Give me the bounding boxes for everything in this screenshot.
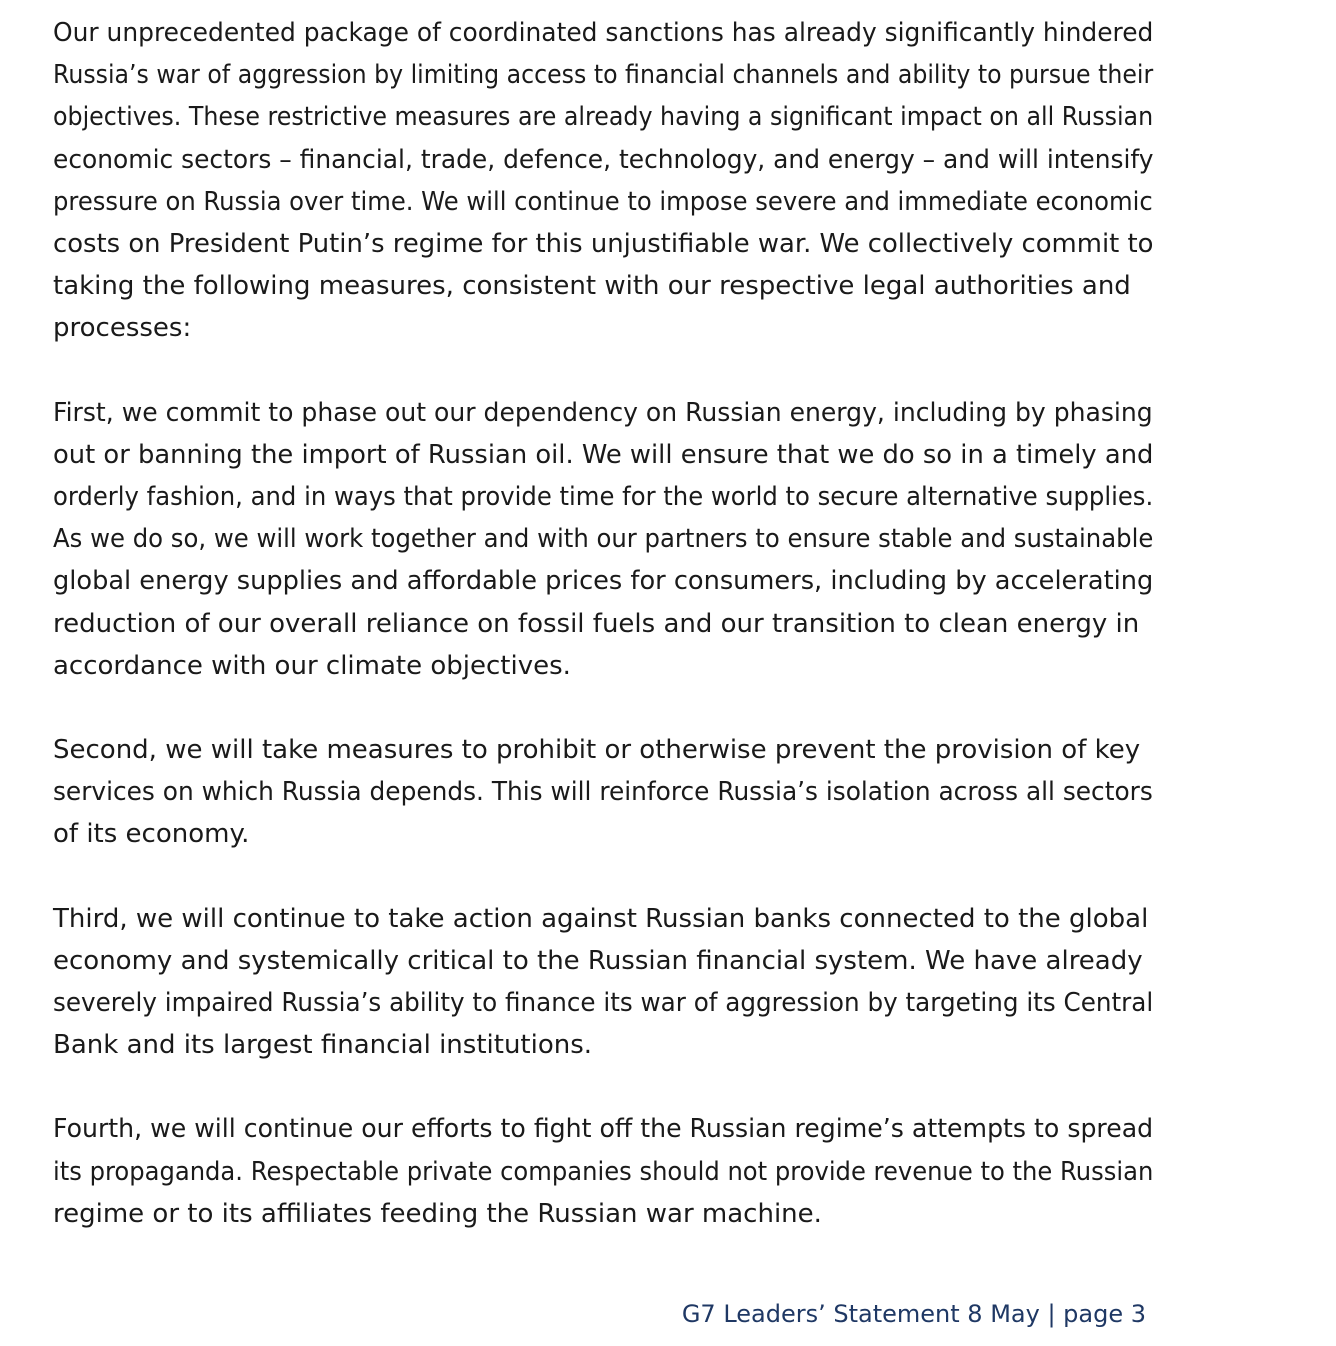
text-line: economic sectors – financial, trade, defence, technology, and energy – and will intensify — [53, 144, 1154, 175]
paragraph-first-energy — [53, 392, 1163, 687]
text-line: processes: — [53, 313, 192, 344]
text-line: reduction of our overall reliance on fossil fuels and our transition to clean energy in — [53, 608, 1140, 639]
text-line: pressure on Russia over time. We will continue to impose severe and immediate economic — [53, 186, 1153, 217]
text-line: costs on President Putin’s regime for this unjustifiable war. We collectively commit to — [53, 229, 1154, 260]
text-line: global energy supplies and affordable prices for consumers, including by accelerating — [53, 566, 1154, 597]
text-line: Fourth, we will continue our efforts to fight off the Russian regime’s attempts to spread — [53, 1114, 1154, 1145]
text-line: Second, we will take measures to prohibit or otherwise prevent the provision of key — [53, 735, 1141, 766]
text-line: economy and systemically critical to the Russian financial system. We have already — [53, 945, 1143, 976]
text-line: its propaganda. Respectable private companies should not provide revenue to the Russian — [53, 1156, 1154, 1187]
text-line: objectives. These restrictive measures are already having a significant impact on all Russian — [53, 102, 1154, 133]
text-line: orderly fashion, and in ways that provide time for the world to secure alternative supplies. — [53, 482, 1154, 513]
document-body — [53, 12, 1163, 1277]
paragraph-third-banks — [53, 898, 1163, 1067]
text-line: regime or to its affiliates feeding the Russian war machine. — [53, 1198, 822, 1229]
text-line: First, we commit to phase out our dependency on Russian energy, including by phasing — [53, 397, 1153, 428]
text-line: Third, we will continue to take action against Russian banks connected to the global — [53, 903, 1149, 934]
text-line: accordance with our climate objectives. — [53, 650, 571, 681]
text-line: severely impaired Russia’s ability to finance its war of aggression by targeting its Central — [53, 988, 1154, 1019]
text-line: out or banning the import of Russian oil. We will ensure that we do so in a timely and — [53, 439, 1154, 470]
paragraph-fourth-propaganda — [53, 1108, 1163, 1235]
text-line: Our unprecedented package of coordinated sanctions has already significantly hindered — [53, 18, 1154, 48]
text-line: taking the following measures, consistent with our respective legal authorities and — [53, 271, 1131, 302]
text-line: As we do so, we will work together and with our partners to ensure stable and sustainable — [53, 524, 1154, 555]
text-line: of its economy. — [53, 819, 250, 850]
text-line: services on which Russia depends. This will reinforce Russia’s isolation across all sectors — [53, 777, 1153, 808]
paragraph-second-services — [53, 729, 1163, 856]
text-line: Bank and its largest financial institutions. — [53, 1030, 593, 1061]
paragraph-intro — [53, 12, 1163, 350]
page-footer: G7 Leaders’ Statement 8 May | page 3 — [681, 1300, 1146, 1328]
text-line: Russia’s war of aggression by limiting access to financial channels and ability to pursue their — [53, 60, 1154, 91]
